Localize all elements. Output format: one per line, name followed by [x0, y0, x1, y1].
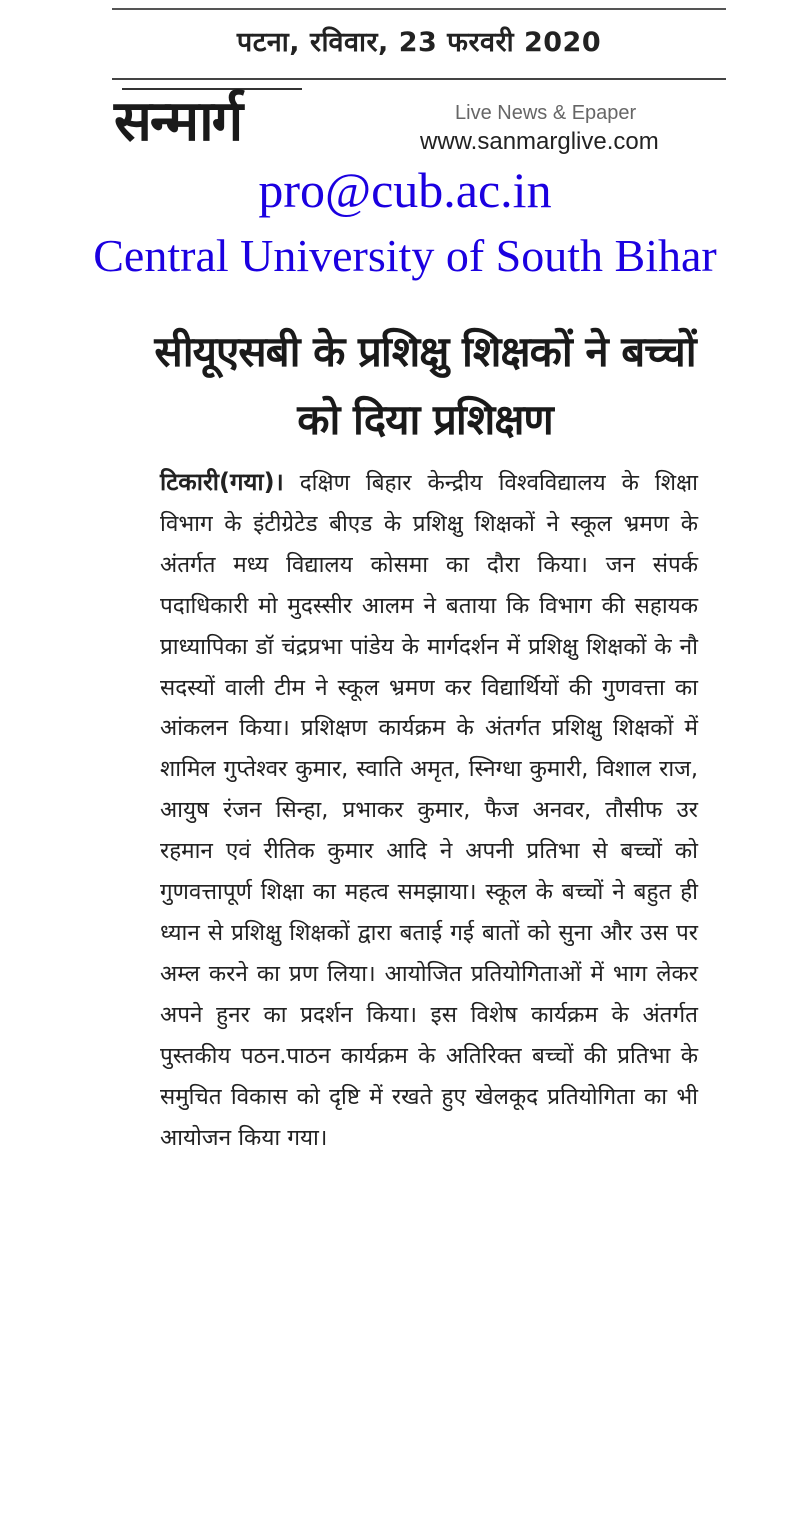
- dateline-rule: [112, 78, 726, 80]
- article-headline: सीयूएसबी के प्रशिक्षु शिक्षकों ने बच्चों को दिया प्रशिक्षण: [154, 327, 696, 444]
- top-rule: [112, 8, 726, 10]
- article-text: दक्षिण बिहार केन्द्रीय विश्वविद्यालय के शिक्षा विभाग के इंटीग्रेटेड बीएड के प्रशिक्षु शिक्षकों ने स्कूल भ्रमण के अंतर्गत मध्य विद्यालय कोसमा का दौरा किया। जन संपर्क पदाधिकारी मो मुदस्सीर आलम ने बताया कि विभाग की सहायक प्राध्यापिका डॉ चंद्रप्रभा पांडेय के मार्गदर्शन में प्रशिक्षु शिक्षकों के नौ सदस्यों वाली टीम ने स्कूल भ्रमण कर विद्यार्थियों की गुणवत्ता का आंकलन किया। प्रशिक्षण कार्यक्रम के अंतर्गत प्रशिक्षु शिक्षकों में शामिल गुप्तेश्वर कुमार, स्वाति अमृत, स्निग्धा कुमारी, विशाल राज, आयुष रंजन सिन्हा, प्रभाकर कुमार, फैज अनवर, तौसीफ उर रहमान एवं रीतिक कुमार आदि ने अपनी प्रतिभा से बच्चों को गुणवत्तापूर्ण शिक्षा का महत्व समझाया। स्कूल के बच्चों ने बहुत ही ध्यान से प्रशिक्षु शिक्षकों द्वारा बताई गई बातों को सुना और उस पर अम्ल करने का प्रण लिया। आयोजित प्रतियोगिताओं में भाग लेकर अपने हुनर का प्रदर्शन किया। इस विशेष कार्यक्रम के अंतर्गत पुस्तकीय पठन.पाठन कार्यक्रम के अतिरिक्त बच्चों की प्रतिभा के समुचित विकास को दृष्टि में रखते हुए खेलकूद प्रतियोगिता का भी आयोजन किया गया।: [160, 470, 698, 1151]
- newspaper-logo: सन्मार्ग: [114, 89, 242, 154]
- newspaper-masthead: [110, 88, 720, 168]
- university-name: Central University of South Bihar: [93, 230, 717, 281]
- newspaper-tagline: Live News & Epaper: [455, 102, 637, 124]
- contact-email: pro@cub.ac.in: [258, 162, 552, 218]
- newspaper-website: www.sanmarglive.com: [420, 128, 659, 155]
- article-place: टिकारी(गया)।: [160, 468, 284, 496]
- newspaper-dateline: पटना, रविवार, 23 फरवरी 2020: [236, 27, 602, 58]
- article-body: [160, 462, 698, 1158]
